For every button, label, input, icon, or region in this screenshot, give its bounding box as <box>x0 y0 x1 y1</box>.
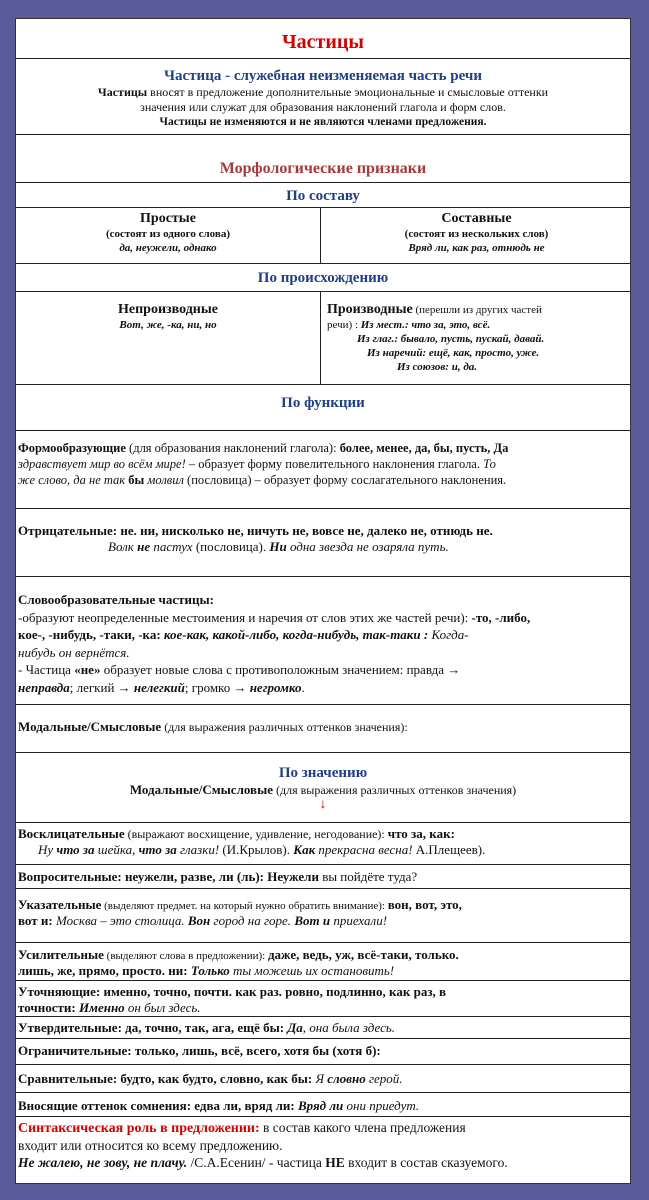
definition-section <box>16 59 630 135</box>
clarify-e1: Именно <box>78 1000 125 1015</box>
derived-title: Производные <box>327 302 413 317</box>
neg-e3: пастух <box>150 539 193 554</box>
origin-heading: По происхождению <box>257 270 389 286</box>
meaning-heading: По значению <box>278 765 368 781</box>
excl-title: Восклицательные <box>18 826 125 841</box>
form-building-section <box>16 431 630 509</box>
quest-e2: вы пойдёте туда? <box>318 869 418 884</box>
excl-e5: глазки! <box>176 842 223 857</box>
modal-title: Модальные/Смысловые <box>18 719 162 734</box>
syntax-e3: НЕ <box>325 1155 345 1170</box>
wordform-l5e: негромко <box>249 679 302 695</box>
doubt-section <box>16 1093 630 1117</box>
page-title: Частицы <box>281 31 365 53</box>
negative-title: Отрицательные: не. ни, нисколько не, ничуть не, вовсе не, далеко не, отнюдь не. <box>18 523 493 538</box>
intens-words: даже, ведь, уж, всё-таки, только. <box>267 947 459 962</box>
point-title: Указательные <box>18 897 102 912</box>
intens-note: (выделяют слова в предложении): <box>103 950 268 962</box>
form-l3c: молвил <box>144 473 184 487</box>
arrow-icon: → <box>447 662 461 677</box>
wordform-l5b: ; легкий <box>69 679 118 695</box>
doubt-e1: Вряд ли <box>297 1098 344 1113</box>
affirm-e1: Да <box>287 1020 303 1035</box>
nonderived-title: Непроизводные <box>117 302 218 317</box>
interrogative-section <box>16 865 630 889</box>
syntax-e2: /С.А.Есенин/ - частица <box>187 1155 326 1170</box>
wordform-l3: нибудь он вернётся. <box>18 644 130 660</box>
arrow-icon: → <box>117 679 131 695</box>
syntax-section <box>16 1117 630 1184</box>
wordform-l1: -образуют неопределенные местоимения и наречия от слов этих же частей речи): <box>18 609 472 625</box>
compar-e1: Я <box>315 1071 328 1086</box>
form-l3a: же слово, да не так <box>18 473 129 487</box>
simple-title: Простые <box>140 211 196 226</box>
morph-section <box>16 135 630 183</box>
definition-term: Частицы <box>97 85 148 99</box>
compound-examples: Вряд ли, как раз, отнюдь не <box>408 242 545 254</box>
derived-e3: Из наречий: ещё, как, просто, уже. <box>367 347 540 359</box>
demonstrative-section <box>16 889 630 943</box>
wordform-l2i: кое-как, какой-либо, когда-нибудь, так-таки : <box>160 627 432 642</box>
neg-e5: Ни <box>269 539 287 554</box>
meaning-heading-row <box>16 753 630 823</box>
point-words: вон, вот, это, <box>387 897 462 912</box>
form-l2a: здравствует мир во всём мире! <box>18 457 186 471</box>
neg-e6: одна звезда не озаряла путь. <box>286 539 449 554</box>
form-l3d: (пословица) – образует форму сослагательного наклонения. <box>183 473 507 487</box>
point-e3: город на горе. <box>210 913 295 928</box>
form-l2b: – образует форму повелительного наклонения глагола. <box>185 457 484 471</box>
nonderived-cell <box>16 292 321 384</box>
point-e5: приехали! <box>330 913 388 928</box>
clarify-e2: он был здесь. <box>124 1000 201 1015</box>
exclamatory-section <box>16 823 630 865</box>
neg-e4: (пословица). <box>192 539 270 554</box>
compar-title: Сравнительные: будто, как будто, словно, как бы: <box>18 1071 316 1086</box>
wordform-l4b: «не» <box>74 662 101 677</box>
wordform-title: Словообразовательные частицы: <box>18 592 214 607</box>
intens-title: Усилительные <box>18 947 104 962</box>
meaning-sub: Модальные/Смысловые <box>129 782 273 797</box>
wordform-l2e: Когда- <box>431 627 469 642</box>
function-heading: По функции <box>281 395 365 411</box>
clarify-title: Уточняющие: <box>18 984 101 999</box>
definition-line2: значения или служат для образования наклонений глагола и форм слов. <box>140 100 506 114</box>
neg-e2: не <box>137 539 151 554</box>
origin-table <box>16 292 630 385</box>
excl-e7: Как <box>293 842 316 857</box>
quest-title: Вопросительные: неужели, разве, ли (ль): <box>18 869 268 884</box>
wordform-l4: - Частица <box>18 662 75 677</box>
morph-heading: Морфологические признаки <box>219 160 427 177</box>
point-e4: Вот и <box>294 913 331 928</box>
point-note: (выделяют предмет. на который нужно обратить внимание): <box>101 900 388 912</box>
definition-heading: Частица - служебная неизменяемая часть речи <box>164 68 482 84</box>
doubt-title: Вносящие оттенок сомнения: едва ли, вряд ли: <box>18 1098 298 1113</box>
simple-desc: (состоят из одного слова) <box>105 228 231 240</box>
modal-section <box>16 705 630 753</box>
derived-e4: Из союзов: и, да. <box>397 361 478 373</box>
derived-cell <box>321 292 631 384</box>
syntax-note: в состав какого члена предложения <box>259 1120 466 1135</box>
clarify-words2: точности: <box>18 1000 79 1015</box>
arrow-icon: → <box>233 679 247 695</box>
affirm-e2: , она была здесь. <box>302 1020 396 1035</box>
quest-e1: Неужели <box>267 869 319 884</box>
comparative-section <box>16 1065 630 1093</box>
derived-e1: Из мест.: что за, это, всё. <box>360 319 491 331</box>
wordform-l5a: неправда <box>18 679 70 695</box>
definition-line1: вносят в предложение дополнительные эмоциональные и смысловые оттенки <box>147 85 549 99</box>
meaning-subnote: (для выражения различных оттенков значения) <box>273 783 517 797</box>
title-section <box>16 19 630 59</box>
simple-cell <box>16 208 321 263</box>
wordform-l5c: нелегкий <box>133 679 185 695</box>
syntax-title: Синтаксическая роль в предложении: <box>18 1121 260 1136</box>
syntax-line2: входит или относится ко всему предложению. <box>18 1138 283 1153</box>
compound-desc: (состоят из нескольких слов) <box>404 228 549 240</box>
form-l3b: бы <box>128 473 145 487</box>
intensifying-section <box>16 943 630 981</box>
compound-cell <box>321 208 631 263</box>
doubt-e2: они приедут. <box>343 1098 420 1113</box>
excl-e4: что за <box>138 842 177 857</box>
wordform-l5f: . <box>301 679 305 695</box>
composition-table <box>16 208 630 264</box>
intens-e2: ты можешь их остановить! <box>229 963 395 978</box>
wordformation-section <box>16 577 630 705</box>
excl-words: что за, как: <box>387 826 455 841</box>
excl-e1: Ну <box>38 842 57 857</box>
nonderived-examples: Вот, же, -ка, ни, но <box>119 319 217 331</box>
negative-section <box>16 509 630 577</box>
simple-examples: да, неужели, однако <box>119 242 217 254</box>
excl-e9: А.Плещеев). <box>415 842 486 857</box>
point-e2: Вон <box>187 913 211 928</box>
compar-e2: словно <box>327 1071 366 1086</box>
compound-title: Составные <box>441 211 512 226</box>
affirmative-section <box>16 1017 630 1039</box>
point-words2: вот и: <box>18 913 56 928</box>
excl-e3: шейка, <box>94 842 139 857</box>
wordform-l1b: -то, -либо, <box>471 609 531 625</box>
form-note: (для образования наклонений глагола): <box>125 441 340 455</box>
compar-e3: герой. <box>365 1071 403 1086</box>
form-words: более, менее, да, бы, пусть, Да <box>339 441 509 455</box>
excl-e8: прекрасна весна! <box>315 842 416 857</box>
limit-title: Ограничительные: только, лишь, всё, всего, хотя бы (хотя б): <box>18 1043 381 1058</box>
syntax-e4: входит в состав сказуемого. <box>344 1155 508 1170</box>
form-title: Формообразующие <box>18 441 126 455</box>
function-heading-row <box>16 385 630 431</box>
excl-note: (выражают восхищение, удивление, негодование): <box>124 827 388 841</box>
excl-e6: (И.Крылов). <box>222 842 294 857</box>
definition-line3: Частицы не изменяются и не являются членами предложения. <box>159 116 487 128</box>
modal-note: (для выражения различных оттенков значения): <box>161 720 408 734</box>
wordform-l5d: ; громко <box>184 679 234 695</box>
origin-heading-row <box>16 264 630 292</box>
derived-note2: речи) : <box>327 319 361 331</box>
limiting-section <box>16 1039 630 1065</box>
syntax-e1: Не жалею, не зову, не плачу. <box>18 1155 188 1170</box>
derived-note: (перешли из других частей <box>412 304 542 316</box>
affirm-title: Утвердительные: да, точно, так, ага, ещё бы: <box>18 1020 288 1035</box>
wordform-l2b: кое-, -нибудь, -таки, -ка: <box>18 627 161 642</box>
derived-e2: Из глаг.: бывало, пусть, пускай, давай. <box>357 333 545 345</box>
excl-e2: что за <box>56 842 95 857</box>
neg-e1: Волк <box>108 539 138 554</box>
clarifying-section <box>16 981 630 1017</box>
down-arrow-icon: ↓ <box>319 797 327 812</box>
composition-heading: По составу <box>286 188 360 204</box>
clarify-words: именно, точно, почти. как раз. ровно, подлинно, как раз, в <box>100 984 447 999</box>
point-e1: Москва – это столица. <box>55 913 188 928</box>
intens-e1: Только <box>190 963 230 978</box>
reference-card <box>15 18 631 1184</box>
wordform-l4c: образует новые слова с противоположным значением: правда <box>100 662 448 677</box>
intens-words2: лишь, же, прямо, просто. ни: <box>18 963 191 978</box>
composition-heading-row <box>16 183 630 208</box>
form-l2c: То <box>483 457 496 471</box>
